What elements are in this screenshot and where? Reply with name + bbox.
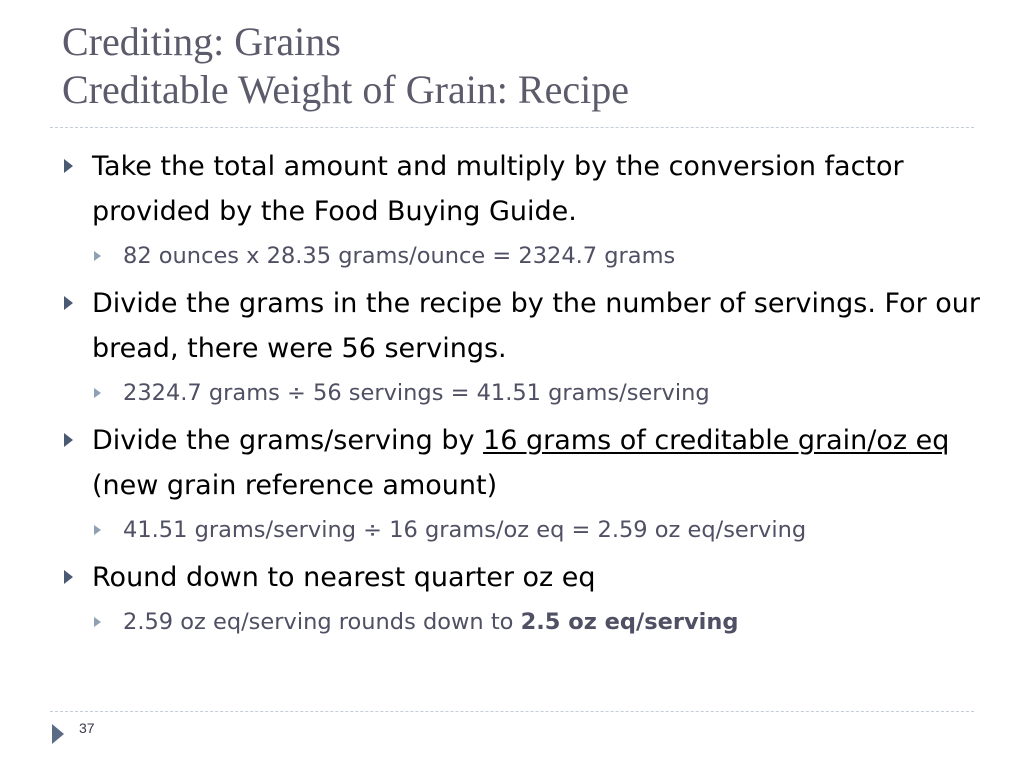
footer-divider [50, 711, 974, 712]
sub-bullet-text-before: 2.59 oz eq/serving rounds down to [123, 609, 521, 635]
bullet-list [60, 144, 1015, 647]
footer-arrow-icon [52, 724, 64, 744]
bullet-arrow-icon [64, 159, 73, 173]
slide-title [62, 18, 629, 114]
bullet-arrow-icon [64, 296, 73, 310]
bullet-item-3 [60, 418, 1015, 551]
sub-bullet-arrow-icon [94, 525, 101, 535]
bullet-arrow-icon [64, 570, 73, 584]
bullet-item-2 [60, 281, 1015, 414]
sub-bullet-text: 2324.7 grams ÷ 56 servings = 41.51 grams/serving [123, 380, 710, 406]
underlined-reference-amount: 16 grams of creditable grain/oz eq [483, 425, 950, 456]
sub-bullet-arrow-icon [94, 251, 101, 261]
bullet-text-after: (new grain reference amount) [92, 470, 498, 501]
title-divider [50, 127, 974, 128]
bullet-text: Take the total amount and multiply by the conversion factor provided by the Food Buying Guide. [92, 151, 904, 227]
bullet-text: Round down to nearest quarter oz eq [92, 562, 596, 593]
title-line-2: Creditable Weight of Grain: Recipe [62, 67, 629, 112]
sub-bullet-3 [92, 509, 1015, 551]
sub-bullet-2 [92, 372, 1015, 414]
title-line-1: Crediting: Grains [62, 19, 341, 64]
sub-bullet-arrow-icon [94, 388, 101, 398]
sub-bullet-arrow-icon [94, 617, 101, 627]
bullet-item-1 [60, 144, 1015, 277]
bullet-text [92, 418, 1015, 508]
bullet-text: Divide the grams in the recipe by the number of servings. For our bread, there were 56 servings. [92, 288, 981, 364]
sub-bullet-result-bold: 2.5 oz eq/serving [520, 609, 739, 635]
sub-bullet-text: 82 ounces x 28.35 grams/ounce = 2324.7 grams [123, 243, 676, 269]
sub-bullet-text: 41.51 grams/serving ÷ 16 grams/oz eq = 2.59 oz eq/serving [123, 517, 807, 543]
bullet-item-4 [60, 555, 1015, 643]
sub-bullet-4 [92, 601, 1015, 643]
page-number: 37 [79, 720, 95, 736]
bullet-arrow-icon [64, 433, 73, 447]
sub-bullet-1 [92, 235, 1015, 277]
bullet-text-before: Divide the grams/serving by [92, 425, 484, 456]
